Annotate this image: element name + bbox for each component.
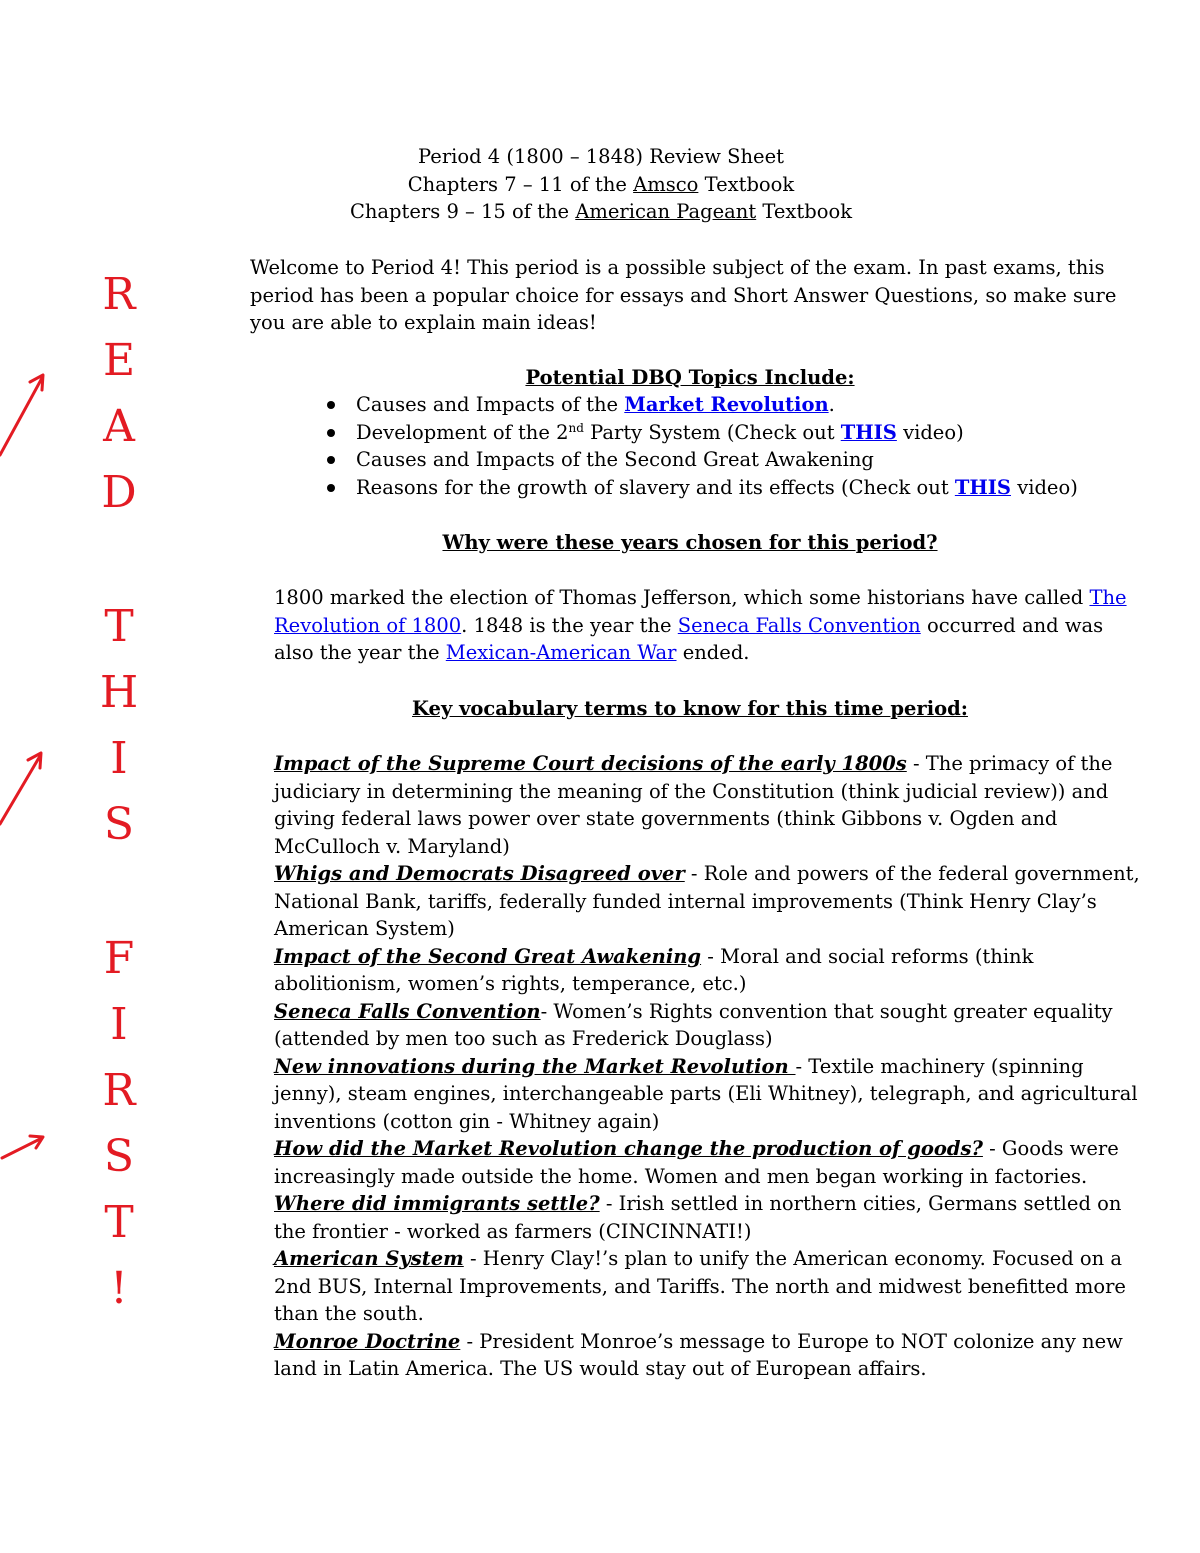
bullet-text: video) <box>1011 475 1078 499</box>
list-item <box>356 446 1078 474</box>
slavery-video-link[interactable]: THIS <box>954 475 1011 499</box>
annotation-letter: T <box>104 1197 134 1248</box>
bullet-text: video) <box>896 420 964 444</box>
vocab-item <box>274 998 1144 1053</box>
seneca-falls-link[interactable]: Seneca Falls Convention <box>677 613 921 637</box>
annotation-letter: I <box>110 999 128 1050</box>
vocab-item <box>274 943 1144 998</box>
bullet-text: Party System (Check out <box>583 420 841 444</box>
vocab-item <box>274 860 1144 943</box>
revolution-of-1800-link[interactable]: The Revolution of 1800 <box>274 586 1127 637</box>
amsco-chapters-text: Chapters 7 – 11 of the <box>407 172 634 196</box>
years-explanation-paragraph <box>274 584 1134 667</box>
dbq-topic-list <box>356 391 1078 501</box>
red-arrow-icon <box>0 1128 48 1164</box>
bullet-text: Causes and Impacts of the Second Great Awakening <box>356 448 874 471</box>
paragraph-text: 1800 marked the election of Thomas Jefferson, which some historians have called <box>274 586 1090 609</box>
list-item <box>356 419 1078 447</box>
party-system-video-link[interactable]: THIS <box>840 420 897 444</box>
paragraph-text: . 1848 is the year the <box>461 613 678 637</box>
pageant-chapters-line <box>250 198 952 226</box>
vocab-list <box>274 750 1144 1383</box>
document-title: Period 4 (1800 – 1848) Review Sheet <box>418 145 784 168</box>
red-arrow-icon <box>0 370 48 460</box>
red-arrow-icon <box>0 748 48 828</box>
mexican-american-war-link[interactable]: Mexican-American War <box>445 641 677 664</box>
vocab-heading: Key vocabulary terms to know for this time period: <box>412 697 968 720</box>
market-revolution-link[interactable]: Market Revolution <box>624 393 829 416</box>
vocab-item <box>274 1135 1144 1190</box>
amsco-chapters-line <box>250 171 952 199</box>
pageant-book-title: American Pageant <box>575 200 757 223</box>
annotation-letter: R <box>102 1065 136 1116</box>
vocab-term: Impact of the Second Great Awakening <box>274 944 702 968</box>
dbq-heading: Potential DBQ Topics Include: <box>525 366 855 389</box>
annotation-letter: H <box>99 667 139 718</box>
vocab-definition: - Women’s Rights convention that sought greater equality (attended by men too such as Frederick Douglass) <box>274 999 1113 1050</box>
vocab-term: Where did immigrants settle? <box>274 1192 600 1215</box>
annotation-letter: A <box>103 401 135 452</box>
bullet-text: . <box>828 393 835 416</box>
amsco-book-title: Amsco <box>633 172 699 196</box>
annotation-letter: S <box>103 1131 135 1182</box>
pageant-suffix: Textbook <box>756 200 853 223</box>
vocab-item <box>274 1245 1144 1328</box>
vocab-item <box>274 1053 1144 1136</box>
vocab-definition: - Role and powers of the federal government, National Bank, tariffs, federally funded internal improvements (Think Henry Clay’s American System) <box>274 862 1140 940</box>
annotation-letter: F <box>103 933 135 984</box>
list-item <box>356 474 1078 502</box>
vocab-term: New innovations during the Market Revolution <box>274 1054 796 1078</box>
annotation-letter: T <box>104 601 134 652</box>
vocab-definition: - President Monroe’s message to Europe to NOT colonize any new land in Latin America. The US would stay out of European affairs. <box>274 1329 1123 1380</box>
annotation-letter: ! <box>110 1263 128 1314</box>
annotation-letter: E <box>102 335 136 386</box>
paragraph-text: occurred and was also the year the <box>274 613 1104 664</box>
vocab-definition: - Goods were increasingly made outside the home. Women and men began working in factories. <box>274 1137 1119 1188</box>
why-years-heading: Why were these years chosen for this period? <box>442 531 938 554</box>
amsco-suffix: Textbook <box>698 172 795 196</box>
list-item <box>356 391 1078 419</box>
vocab-term: American System <box>274 1247 464 1270</box>
vocab-item <box>274 750 1144 860</box>
vocab-definition: - Irish settled in northern cities, Germans settled on the frontier - worked as farmers (CINCINNATI!) <box>274 1192 1122 1243</box>
annotation-letter: I <box>110 733 128 784</box>
document-header <box>250 143 952 226</box>
vocab-definition: - Henry Clay!’s plan to unify the American economy. Focused on a 2nd BUS, Internal Improvements, and Tariffs. The north and midwest benefitted more than the south. <box>274 1247 1126 1325</box>
annotation-letter: S <box>103 799 135 850</box>
vocab-term: Seneca Falls Convention <box>274 999 541 1023</box>
annotation-letter: R <box>102 269 136 320</box>
bullet-text: Causes and Impacts of the <box>356 393 625 416</box>
vocab-definition: - The primacy of the judiciary in determining the meaning of the Constitution (think judicial review)) and giving federal laws power over state governments (think Gibbons v. Ogden and McCulloch v. Maryland) <box>274 752 1113 858</box>
vocab-term: Impact of the Supreme Court decisions of the early 1800s <box>274 752 907 775</box>
bullet-text: Development of the 2 <box>356 420 569 444</box>
vocab-term: How did the Market Revolution change the production of goods? <box>274 1137 983 1160</box>
vocab-item <box>274 1328 1144 1383</box>
superscript-text: nd <box>568 420 584 435</box>
vocab-definition: - Textile machinery (spinning jenny), steam engines, interchangeable parts (Eli Whitney), telegraph, and agricultural inventions (cotton gin - Whitney again) <box>274 1054 1138 1133</box>
annotation-first <box>85 926 153 1322</box>
vocab-definition: - Moral and social reforms (think abolitionism, women’s rights, temperance, etc.) <box>274 944 1034 995</box>
annotation-read <box>85 262 153 526</box>
vocab-term: Whigs and Democrats Disagreed over <box>274 862 685 885</box>
welcome-paragraph: Welcome to Period 4! This period is a possible subject of the exam. In past exams, this period has been a popular choice for essays and Short Answer Questions, so make sure you are able to explain main ideas! <box>250 256 1117 334</box>
pageant-chapters-text: Chapters 9 – 15 of the <box>349 200 576 223</box>
bullet-text: Reasons for the growth of slavery and its effects (Check out <box>356 475 955 499</box>
paragraph-text: ended. <box>676 641 750 664</box>
annotation-this <box>85 594 153 858</box>
annotation-letter: D <box>101 467 137 518</box>
vocab-term: Monroe Doctrine <box>274 1329 461 1353</box>
vocab-item <box>274 1190 1144 1245</box>
